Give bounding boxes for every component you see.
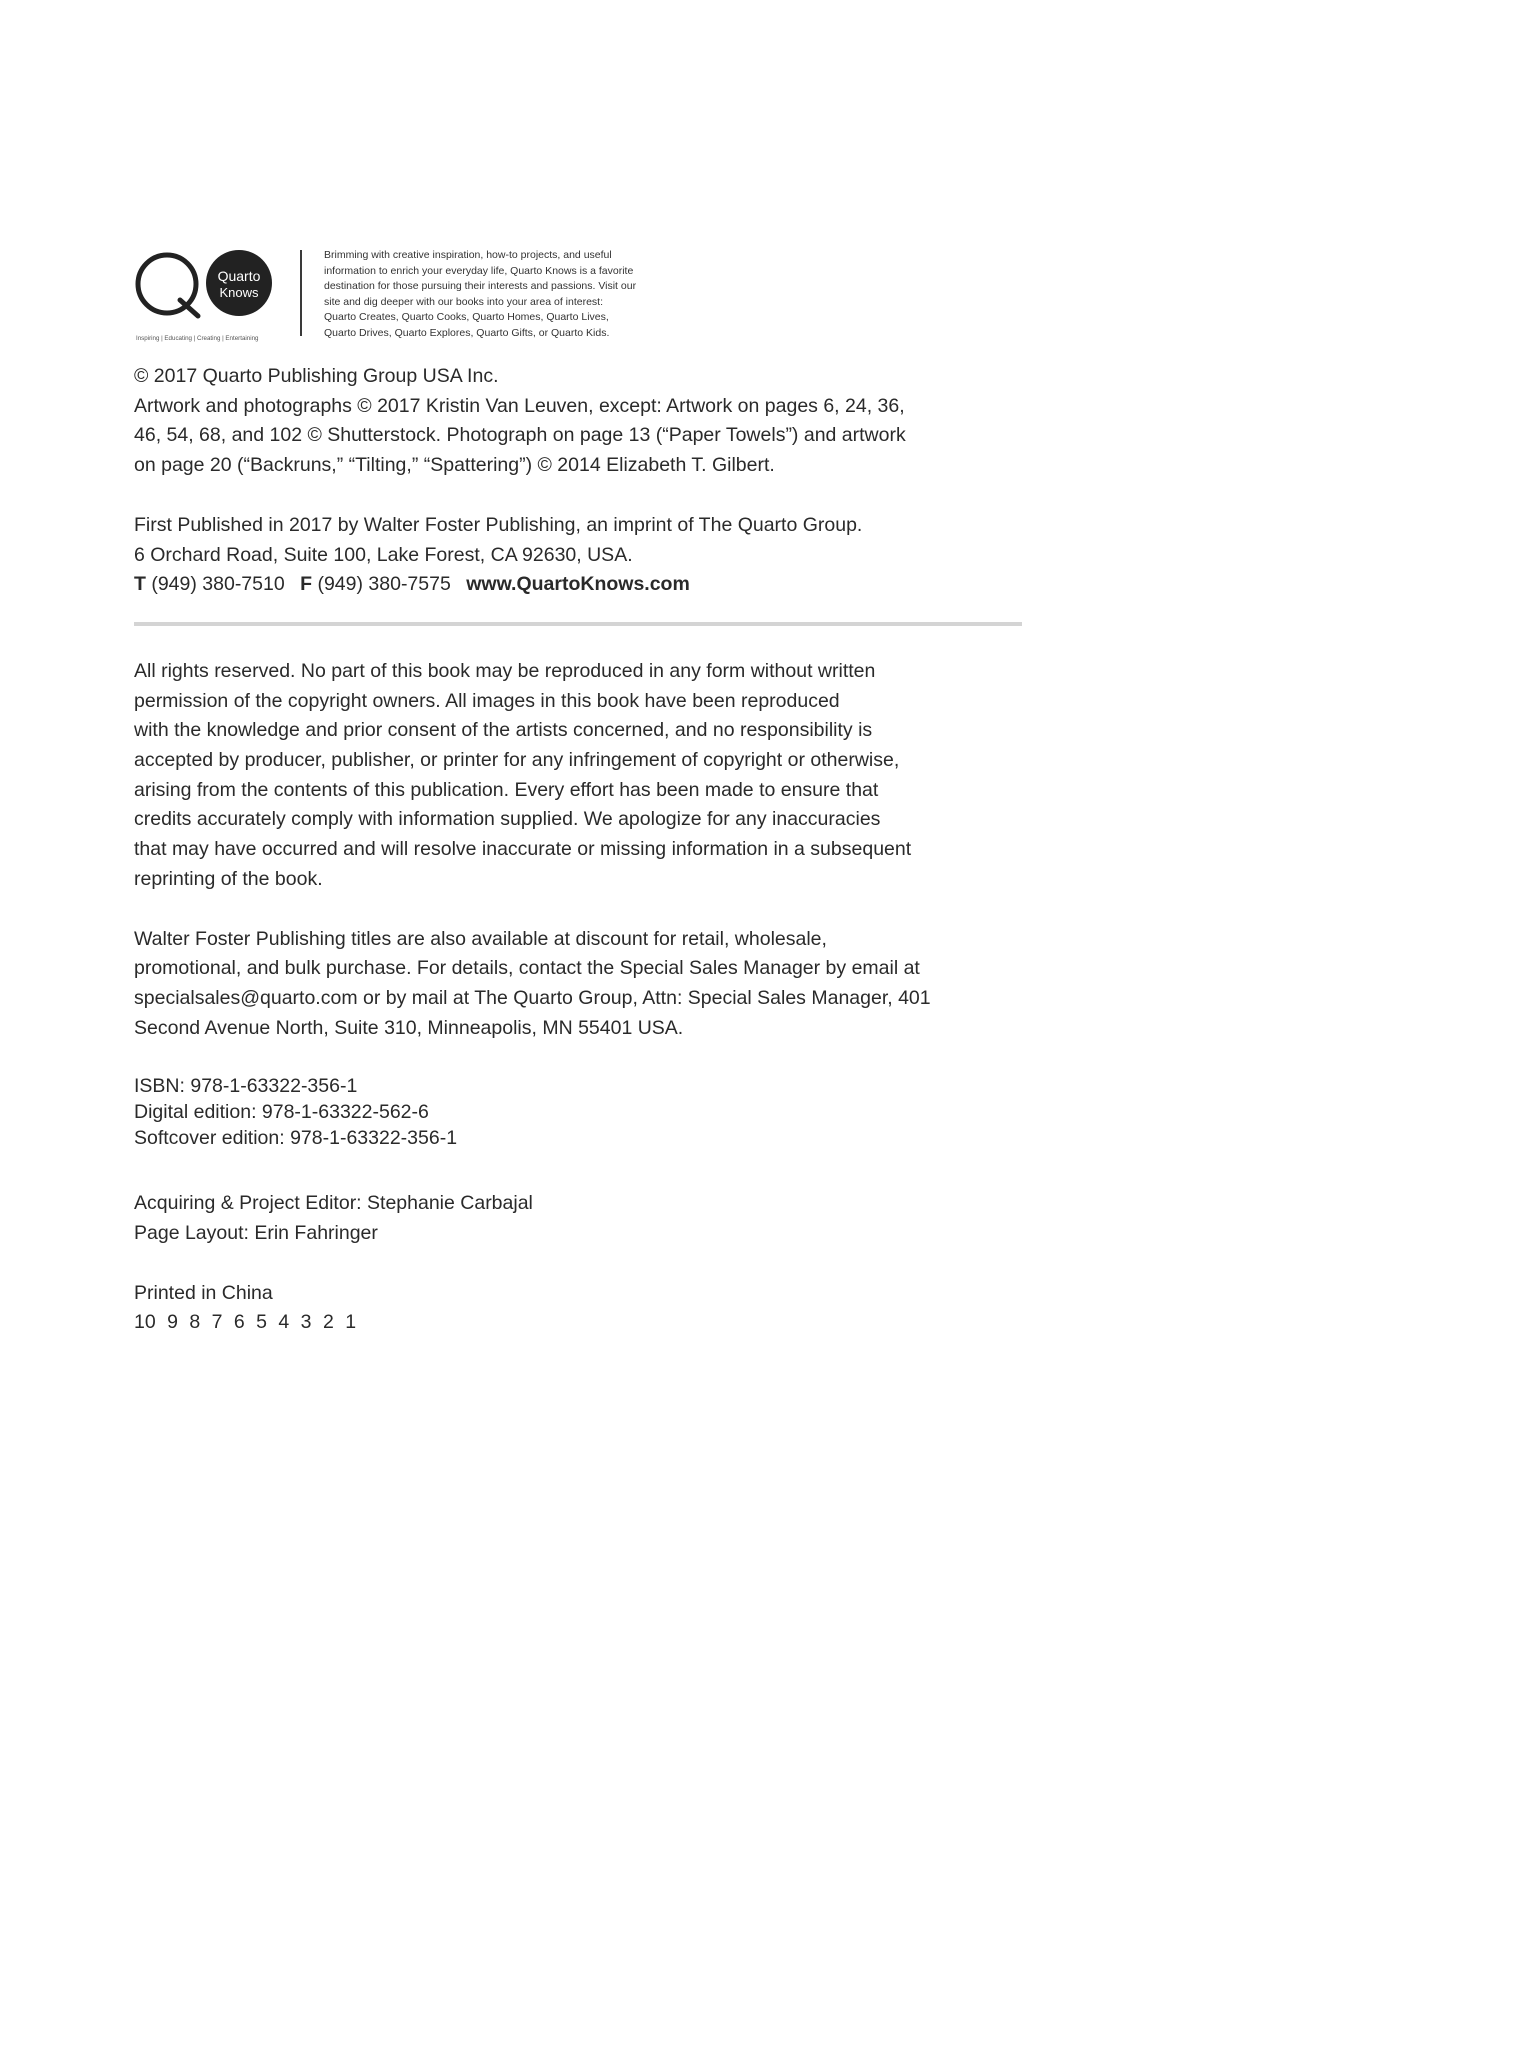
copyright-line: 46, 54, 68, and 102 © Shutterstock. Photograph on page 13 (“Paper Towels”) and artwork: [134, 424, 906, 447]
description-line: destination for those pursuing their interests and passions. Visit our: [324, 280, 637, 292]
softcover-edition-line: Softcover edition: 978-1-63322-356-1: [134, 1127, 458, 1150]
contact-line: [134, 570, 1034, 600]
telephone-number: (949) 380-7510: [151, 573, 285, 596]
logo-divider: [300, 250, 302, 336]
rights-line: arising from the contents of this publication. Every effort has been made to ensure that: [134, 778, 879, 801]
rights-line: reprinting of the book.: [134, 867, 323, 890]
special-sales-notice: [134, 925, 1034, 1044]
copyright-notice: [134, 362, 1034, 481]
description-line: site and dig deeper with our books into your area of interest:: [324, 295, 603, 308]
rights-reserved-notice: [134, 657, 1034, 895]
rights-line: accepted by producer, publisher, or printer for any infringement of copyright or otherwise,: [134, 749, 900, 772]
printed-location: Printed in China: [134, 1281, 273, 1304]
copyright-line: on page 20 (“Backruns,” “Tilting,” “Spattering”) © 2014 Elizabeth T. Gilbert.: [134, 454, 775, 477]
copyright-page: [134, 246, 1034, 1338]
quarto-knows-description: [324, 248, 684, 341]
fax-number: (949) 380-7575: [317, 573, 451, 596]
printing-info: [134, 1279, 1034, 1338]
description-line: Quarto Drives, Quarto Explores, Quarto Gifts, or Quarto Kids.: [324, 326, 610, 339]
copyright-line: Artwork and photographs © 2017 Kristin Van Leuven, except: Artwork on pages 6, 24, 36,: [134, 394, 905, 417]
rights-line: permission of the copyright owners. All images in this book have been reproduced: [134, 689, 840, 712]
isbn-block: [134, 1073, 1034, 1151]
copyright-line: © 2017 Quarto Publishing Group USA Inc.: [134, 365, 499, 387]
layout-credit: Page Layout: Erin Fahringer: [134, 1222, 378, 1245]
quarto-knows-logo-icon: [134, 246, 284, 346]
publisher-address: 6 Orchard Road, Suite 100, Lake Forest, CA 92630, USA.: [134, 543, 633, 566]
credits: [134, 1189, 1034, 1248]
logo-block: [134, 246, 1034, 346]
logo-badge-top: Quarto: [217, 268, 261, 284]
sales-line: Second Avenue North, Suite 310, Minneapolis, MN 55401 USA.: [134, 1016, 684, 1039]
fax-label: F: [300, 573, 313, 596]
logo-badge-bottom: Knows: [219, 285, 259, 300]
rights-line: credits accurately comply with information supplied. We apologize for any inaccuracies: [134, 808, 881, 831]
rights-line: All rights reserved. No part of this book may be reproduced in any form without written: [134, 659, 876, 682]
telephone-label: T: [134, 573, 146, 596]
rights-line: with the knowledge and prior consent of the artists concerned, and no responsibility is: [134, 719, 873, 742]
printing-number-line: 10 9 8 7 6 5 4 3 2 1: [134, 1311, 357, 1334]
quarto-knows-logo: [134, 246, 284, 346]
digital-edition-line: Digital edition: 978-1-63322-562-6: [134, 1101, 429, 1124]
editor-credit: Acquiring & Project Editor: Stephanie Carbajal: [134, 1192, 533, 1215]
publisher-line: First Published in 2017 by Walter Foster Publishing, an imprint of The Quarto Group.: [134, 513, 863, 536]
rights-line: that may have occurred and will resolve inaccurate or missing information in a subsequent: [134, 838, 912, 861]
sales-line: promotional, and bulk purchase. For details, contact the Special Sales Manager by email at: [134, 957, 920, 980]
sales-line: specialsales@quarto.com or by mail at The Quarto Group, Attn: Special Sales Manager, 401: [134, 986, 931, 1009]
description-line: information to enrich your everyday life, Quarto Knows is a favorite: [324, 264, 634, 277]
description-line: Quarto Creates, Quarto Cooks, Quarto Homes, Quarto Lives,: [324, 311, 609, 323]
section-divider: [134, 622, 1022, 626]
isbn-line: ISBN: 978-1-63322-356-1: [134, 1075, 358, 1098]
logo-taglines: Inspiring | Educating | Creating | Entertaining: [136, 335, 259, 342]
website-link[interactable]: www.QuartoKnows.com: [466, 573, 690, 596]
description-line: Brimming with creative inspiration, how-to projects, and useful: [324, 249, 612, 261]
sales-line: Walter Foster Publishing titles are also available at discount for retail, wholesale,: [134, 927, 827, 950]
publisher-info: [134, 511, 1034, 600]
